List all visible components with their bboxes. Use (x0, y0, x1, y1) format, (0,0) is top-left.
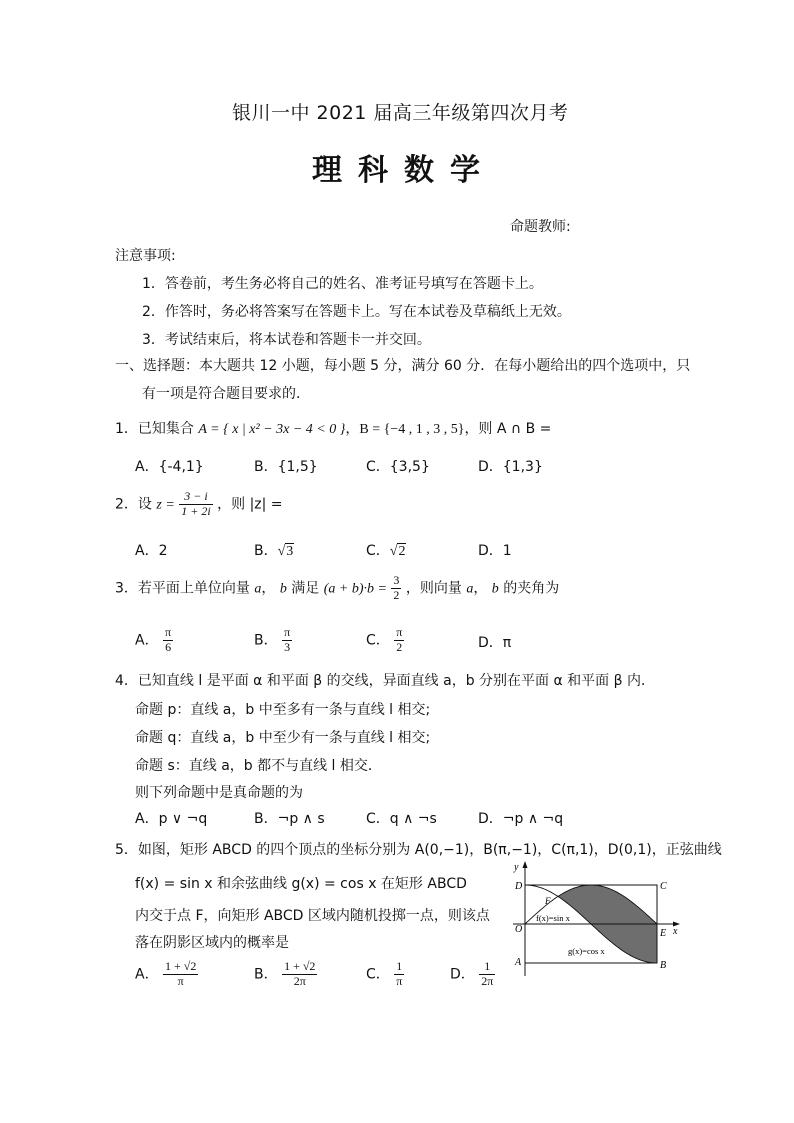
frac-den: π (396, 973, 403, 988)
q5-option-c-frac (394, 960, 404, 989)
q2-option-b-radicand: 3 (286, 544, 294, 559)
section-heading: 一、选择题：本大题共 12 小题，每小题 5 分，满分 60 分．在每小题给出的四个选项中，只 (115, 358, 691, 374)
q1-tail: ，则 A ∩ B = (464, 421, 552, 437)
label-C: C (660, 881, 667, 892)
note-item: 2．作答时，务必将答案写在答题卡上。写在本试卷及草稿纸上无效。 (142, 304, 571, 320)
q4-option-c: C．q ∧ ¬s (366, 811, 437, 827)
q5-figure (505, 858, 695, 983)
author-label: 命题教师: (510, 219, 571, 235)
q5-option-a-frac (163, 960, 198, 989)
q5-option-a (135, 960, 198, 989)
q1-set-b: ，B = {−4 , 1 , 3 , 5} (345, 422, 465, 437)
vector-a: a (254, 581, 262, 597)
frac-num: 1 (479, 960, 495, 975)
q5-line3: 内交于点 F，向矩形 ABCD 区域内随机投掷一点，则该点 (135, 908, 490, 924)
q3-text3: ，则向量 (405, 580, 462, 597)
q2-z-eq: z = (156, 497, 175, 513)
q3-fraction (391, 574, 401, 603)
sqrt-symbol: √2 (389, 544, 406, 559)
exam-title: 银川一中 2021 届高三年级第四次月考 (232, 102, 569, 124)
q3-comma: ， (261, 580, 276, 597)
q3-frac-den: 2 (393, 587, 400, 602)
q1-option-c: C．{3,5} (366, 459, 430, 475)
q1-option-d: D．{1,3} (478, 459, 543, 475)
proposition-p: 命题 p：直线 a，b 中至多有一条与直线 l 相交; (135, 702, 431, 718)
y-axis-label: y (514, 862, 519, 873)
cos-label: g(x)=cos x (568, 946, 605, 956)
question-3 (115, 574, 559, 603)
label-O: O (515, 924, 523, 935)
q2-option-d: D．1 (478, 543, 512, 559)
q3-expression: (a + b)·b = (323, 581, 387, 597)
q3-option-a-frac (163, 626, 173, 655)
q4-ask: 则下列命题中是真命题的为 (135, 785, 303, 801)
q5-option-c-label: C． (366, 966, 390, 983)
label-B: B (660, 960, 667, 971)
q4-option-d: D．¬p ∧ ¬q (478, 811, 564, 827)
question-2 (115, 490, 283, 519)
q2-option-b (254, 540, 294, 560)
frac-den: 2 (396, 639, 403, 654)
q3-option-d: D．π (478, 635, 512, 651)
q3-text1: 3．若平面上单位向量 (115, 580, 250, 597)
q5-line4: 落在阴影区域内的概率是 (135, 935, 289, 951)
frac-num: 1 + √2 (284, 959, 316, 973)
note-item: 3．考试结束后，将本试卷和答题卡一并交回。 (142, 332, 431, 348)
q3-frac-num: 3 (393, 573, 400, 587)
proposition-q: 命题 q：直线 a，b 中至少有一条与直线 l 相交; (135, 730, 431, 746)
q2-frac-num: 3 − i (179, 490, 212, 505)
label-D: D (515, 881, 523, 892)
q3-text4: 的夹角为 (503, 580, 560, 597)
q3-comma: ， (473, 580, 488, 597)
q3-option-b-label: B． (254, 632, 278, 649)
frac-num: 1 (394, 960, 404, 975)
q5-option-b-label: B． (254, 966, 278, 983)
x-axis-label: x (673, 926, 678, 937)
sin-label: f(x)=sin x (536, 913, 570, 923)
q3-option-b (254, 626, 292, 655)
q2-option-c-label: C． (366, 543, 390, 559)
q3-option-c-frac (394, 626, 404, 655)
label-E: E (660, 928, 667, 939)
q5-option-d-frac (479, 960, 495, 989)
frac-num: π (396, 625, 403, 639)
frac-den: 3 (284, 639, 291, 654)
q5-option-d-label: D． (450, 966, 475, 983)
q2-option-a: A．2 (135, 543, 168, 559)
q5-option-b (254, 960, 317, 989)
q3-text2: 满足 (291, 580, 320, 597)
q3-option-c (366, 626, 404, 655)
question-1 (115, 418, 551, 438)
frac-den: 6 (165, 639, 172, 654)
y-axis-arrow (523, 861, 528, 868)
q4-option-b: B．¬p ∧ s (254, 811, 325, 827)
q3-option-a-label: A． (135, 632, 159, 649)
question-4: 4．已知直线 l 是平面 α 和平面 β 的交线，异面直线 a，b 分别在平面 α 和平面 β 内． (115, 673, 655, 689)
q3-option-a (135, 626, 173, 655)
proposition-s: 命题 s：直线 a，b 都不与直线 l 相交． (135, 758, 382, 774)
q5-option-d (450, 960, 495, 989)
q4-option-a: A．p ∨ ¬q (135, 811, 208, 827)
q2-prefix: 2．设 (115, 496, 152, 513)
question-5: 5．如图，矩形 ABCD 的四个顶点的坐标分别为 A(0,−1)，B(π,−1)，C(π,1)，D(0,1)，正弦曲线 (115, 842, 722, 858)
q2-option-c-radicand: 2 (398, 544, 406, 559)
notes-heading: 注意事项: (115, 248, 176, 264)
frac-den: 2π (293, 973, 306, 988)
q3-option-b-frac (282, 626, 292, 655)
q5-option-c (366, 960, 404, 989)
label-A: A (515, 957, 522, 968)
frac-den: π (177, 973, 184, 988)
frac-num: 1 + √2 (165, 959, 197, 973)
vector-b: b (491, 581, 499, 597)
q2-fraction (179, 490, 212, 519)
q5-option-a-label: A． (135, 966, 159, 983)
q1-prefix: 1．已知集合 (115, 421, 194, 437)
section-heading-cont: 有一项是符合题目要求的． (142, 386, 310, 402)
q2-option-b-label: B． (254, 543, 278, 559)
frac-num: π (284, 625, 291, 639)
label-F: F (545, 896, 551, 906)
sqrt-symbol: √3 (277, 544, 294, 559)
q1-set-a: A = { x | x² − 3x − 4 < 0 } (198, 422, 346, 437)
q5-option-b-frac (282, 960, 317, 989)
q3-option-c-label: C． (366, 632, 390, 649)
frac-num: π (165, 625, 172, 639)
q5-line2: f(x) = sin x 和余弦曲线 g(x) = cos x 在矩形 ABCD (135, 876, 467, 892)
vector-b: b (279, 581, 287, 597)
q1-option-b: B．{1,5} (254, 459, 318, 475)
q1-option-a: A．{-4,1} (135, 459, 204, 475)
subject-title: 理科数学 (312, 153, 496, 188)
vector-a: a (466, 581, 474, 597)
frac-den: 2π (481, 973, 494, 988)
q2-tail: ，则 |z| = (217, 496, 283, 513)
q2-frac-den: 1 + 2i (181, 503, 211, 518)
note-item: 1．答卷前，考生务必将自己的姓名、准考证号填写在答题卡上。 (142, 276, 543, 292)
q2-option-c (366, 540, 406, 560)
